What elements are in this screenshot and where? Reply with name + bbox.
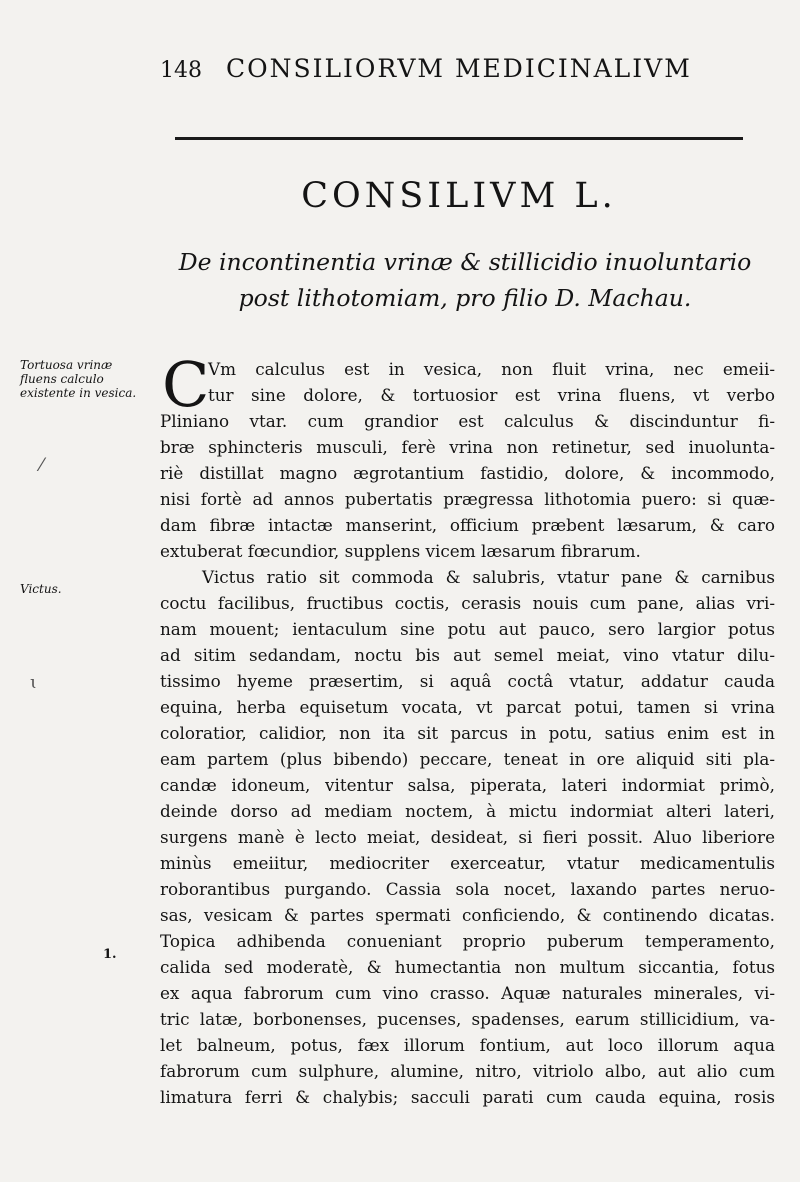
text-line: minùs emeiitur, mediocriter exerceatur, vtatur medicamentulis xyxy=(160,853,775,873)
body-text xyxy=(160,348,775,1110)
text-line: coloratior, calidior, non ita sit parcus in potu, satius enim est in xyxy=(160,723,775,743)
text-line: equina, herba equisetum vocata, vt parcat potui, tamen si vrina xyxy=(160,697,775,717)
text-line: extuberat fœcundior, supplens vicem læsarum fibrarum. xyxy=(160,541,641,561)
text-line: tur sine dolore, & tortuosior est vrina fluens, vt verbo xyxy=(208,385,775,405)
text-line: candæ idoneum, vitentur salsa, piperata, lateri indormiat primò, xyxy=(160,775,775,795)
text-line: coctu facilibus, fructibus coctis, cerasis nouis cum pane, alias vri- xyxy=(160,593,775,613)
margin-note-number: 1. xyxy=(103,947,117,962)
margin-mark: ɩ xyxy=(30,672,38,693)
text-line: Vm calculus est in vesica, non fluit vrina, nec emeii- xyxy=(208,359,775,379)
text-line: nisi fortè ad annos pubertatis prægressa lithotomia puero: si quæ- xyxy=(160,489,775,509)
text-line: Victus ratio sit commoda & salubris, vtatur pane & carnibus xyxy=(202,567,775,587)
page-number: 148 xyxy=(160,58,202,83)
drop-cap: C xyxy=(162,348,210,421)
margin-note-urine: Tortuosa vrinæ fluens calculo existente in vesica. xyxy=(20,358,137,400)
text-line: surgens manè è lecto meiat, desideat, si fieri possit. Aluo liberiore xyxy=(160,827,775,847)
text-line: limatura ferri & chalybis; sacculi parati cum cauda equina, rosis xyxy=(160,1087,775,1107)
subtitle-line-2: post lithotomiam, pro filio D. Machau. xyxy=(238,284,692,312)
text-line: calida sed moderatè, & humectantia non multum siccantia, fotus xyxy=(160,957,775,977)
text-line: bræ sphincteris musculi, ferè vrina non retinetur, sed inuolunta- xyxy=(160,437,775,457)
running-title: CONSILIORVM MEDICINALIVM xyxy=(225,54,692,83)
margin-mark: ⁄ xyxy=(40,455,44,476)
margin-note-victus: Victus. xyxy=(20,582,62,596)
consilium-subtitle xyxy=(165,244,765,316)
text-line: roborantibus purgando. Cassia sola nocet, laxando partes neruo- xyxy=(160,879,775,899)
text-line: riè distillat magno ægrotantium fastidio, dolore, & incommodo, xyxy=(160,463,775,483)
text-line: sas, vesicam & partes spermati conficiendo, & continendo dicatas. xyxy=(160,905,775,925)
header-rule xyxy=(175,137,743,140)
subtitle-line-1: De incontinentia vrinæ & stillicidio inuoluntario xyxy=(178,248,752,276)
text-line: deinde dorso ad mediam noctem, à mictu indormiat alteri lateri, xyxy=(160,801,775,821)
text-line: fabrorum cum sulphure, alumine, nitro, vitriolo albo, aut alio cum xyxy=(160,1061,775,1081)
text-line: Topica adhibenda conueniant proprio puberum temperamento, xyxy=(160,931,775,951)
text-line: ad sitim sedandam, noctu bis aut semel meiat, vino vtatur dilu- xyxy=(160,645,775,665)
text-line: dam fibræ intactæ manserint, officium præbent læsarum, & caro xyxy=(160,515,775,535)
text-line: let balneum, potus, fæx illorum fontium, aut loco illorum aqua xyxy=(160,1035,775,1055)
text-line: eam partem (plus bibendo) peccare, teneat in ore aliquid siti pla- xyxy=(160,749,775,769)
running-head xyxy=(160,54,740,83)
text-line: tissimo hyeme præsertim, si aquâ coctâ vtatur, addatur cauda xyxy=(160,671,775,691)
text-line: nam mouent; ientaculum sine potu aut pauco, sero largior potus xyxy=(160,619,775,639)
text-line: ex aqua fabrorum cum vino crasso. Aquæ naturales minerales, vi- xyxy=(160,983,775,1003)
consilium-title: CONSILIVM L. xyxy=(301,176,617,216)
text-line: tric latæ, borbonenses, pucenses, spadenses, earum stillicidium, va- xyxy=(160,1009,775,1029)
text-line: Pliniano vtar. cum grandior est calculus & discinduntur fi- xyxy=(160,411,775,431)
